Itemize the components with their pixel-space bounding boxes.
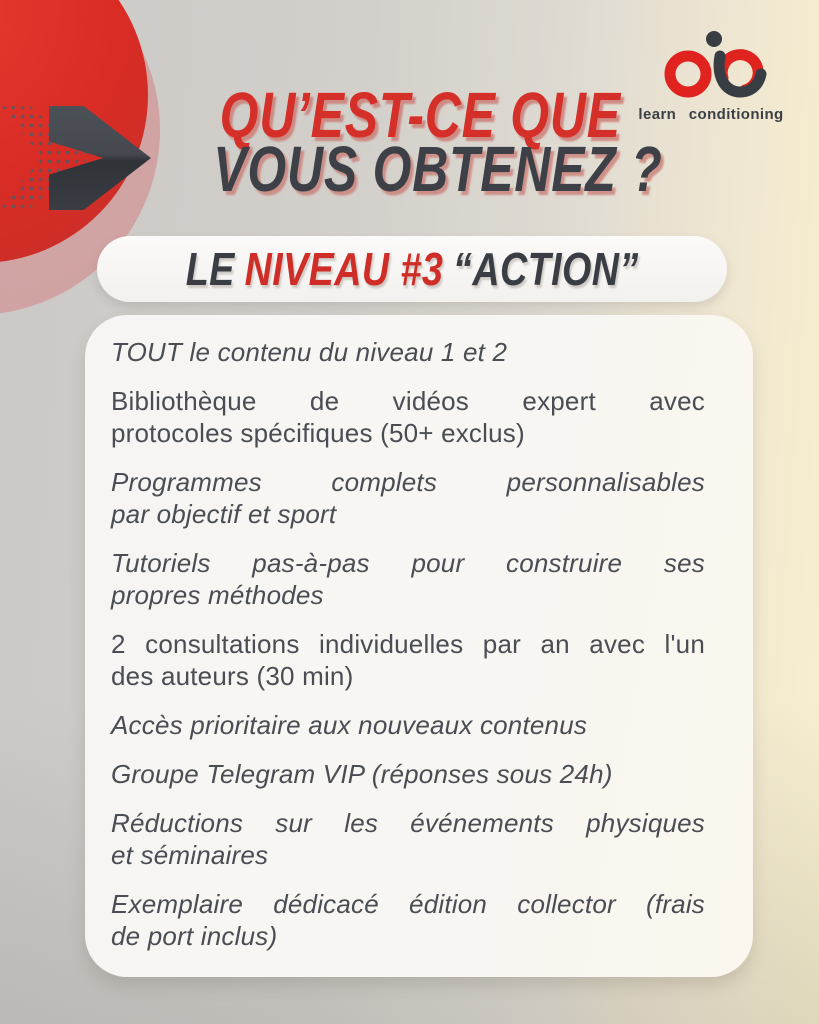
benefit-item: TOUT le contenu du niveau 1 et 2 [111, 337, 508, 367]
level-banner-text [186, 242, 639, 296]
benefit-item: Exemplaire dédicacé édition collector (frais de port inclus) [111, 889, 705, 951]
banner-prefix: LE [185, 243, 235, 295]
page-title [150, 79, 690, 205]
banner-highlight: NIVEAU #3 [244, 243, 444, 295]
benefit-item: Bibliothèque de vidéos expert avec protocoles spécifiques (50+ exclus) [111, 386, 705, 448]
benefit-item: Programmes complets personnalisables par objectif et sport [111, 467, 705, 529]
brand-name: learn conditioning [638, 106, 784, 123]
benefits-card [85, 315, 753, 977]
benefit-item: Réductions sur les événements physiques et séminaires [111, 808, 705, 870]
banner-suffix: “ACTION” [452, 243, 639, 295]
benefit-item: Groupe Telegram VIP (réponses sous 24h) [111, 759, 613, 789]
benefit-item: 2 consultations individuelles par an avec l'un des auteurs (30 min) [111, 629, 705, 691]
title-line-1: QU’EST-CE QUE [219, 79, 621, 151]
benefit-item: Accès prioritaire aux nouveaux contenus [111, 710, 588, 740]
benefit-item: Tutoriels pas-à-pas pour construire ses propres méthodes [111, 548, 705, 610]
title-line-2: VOUS OBTENEZ ? [213, 133, 663, 205]
level-banner [97, 236, 727, 302]
